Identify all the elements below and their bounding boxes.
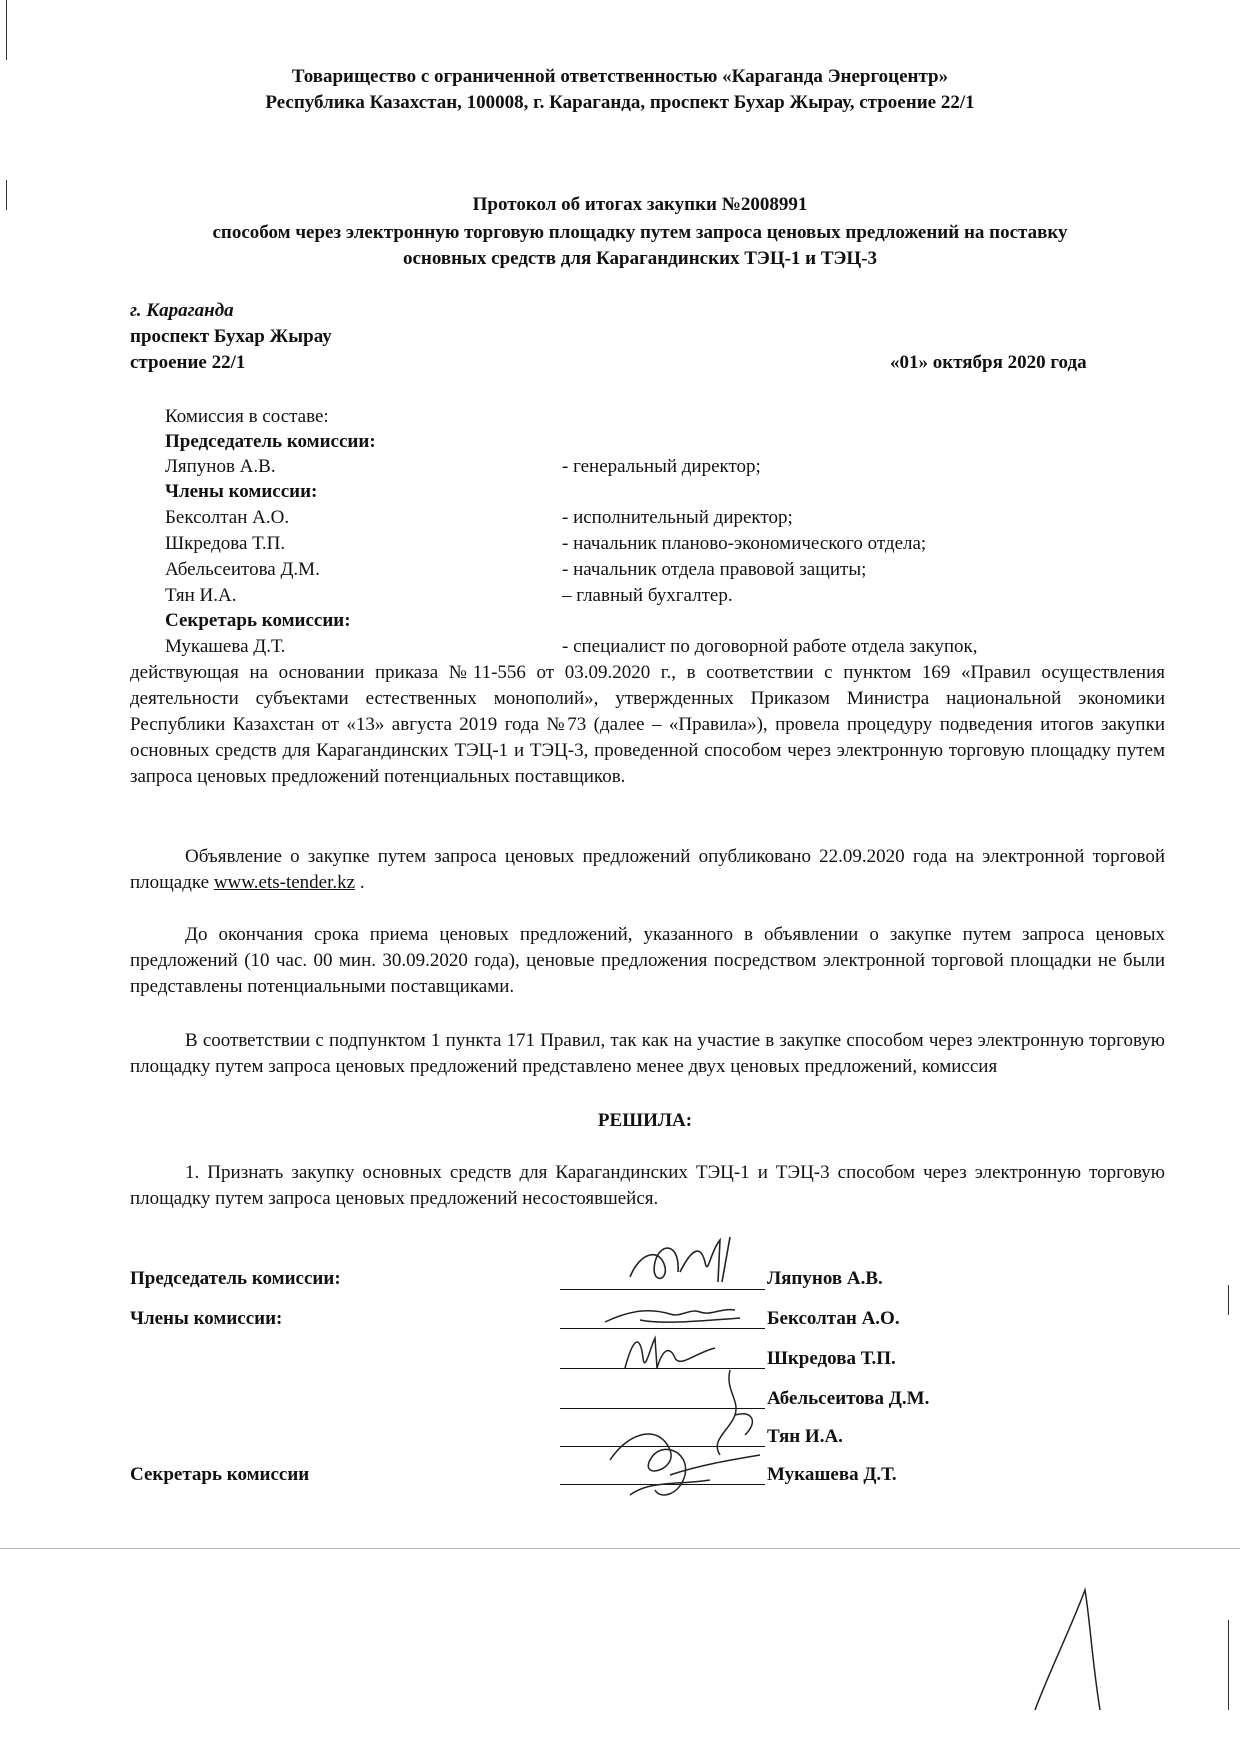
protocol-subtitle-1: способом через электронную торговую площадку путем запроса ценовых предложений на поставку [212,222,1068,243]
sig-name: Бексолтан А.О. [767,1308,900,1329]
paragraph-announcement [130,844,1165,896]
org-name: Товарищество с ограниченной ответственностью «Караганда Энергоцентр» [291,66,949,87]
sig-name: Ляпунов А.В. [767,1268,883,1289]
chair-name: Ляпунов А.В. [165,456,276,477]
member-name: Тян И.А. [165,585,237,606]
paragraph-reason: В соответствии с подпунктом 1 пункта 171 Правил, так как на участие в закупке способом через электронную торговую площадку путем запроса ценовых предложений представлено менее двух ценовых предложений, комиссия [130,1030,1165,1077]
handwritten-signature [600,1420,770,1510]
scan-mark [0,1548,1240,1549]
member-name: Бексолтан А.О. [165,507,290,528]
street: проспект Бухар Жырау [130,326,332,347]
sig-name: Шкредова Т.П. [767,1348,896,1369]
paragraph-basis: действующая на основании приказа №11-556 от 03.09.2020 г., в соответствии с пунктом 169 «Правил осуществления деятельности субъектами естественных монополий», утвержденных Приказом Министра национальной экономики Республики Казахстан от «13» августа 2019 года №73 (далее – «Правила»), провела процедуру подведения итогов закупки основных средств для Карагандинских ТЭЦ-1 и ТЭЦ-3, проведенной способом через электронную торговую площадку путем запроса ценовых предложений потенциальных поставщиков. [130,662,1165,787]
paragraph-deadline: До окончания срока приема ценовых предложений, указанного в объявлении о закупке путем запроса ценовых предложений (10 час. 00 мин. 30.09.2020 года), ценовые предложения посредством электронной торговой площадки не были представлены потенциальными поставщиками. [130,924,1165,997]
sig-chair-label: Председатель комиссии: [130,1268,341,1289]
protocol-title: Протокол об итогах закупки №2008991 [472,194,808,215]
protocol-subtitle-2: основных средств для Карагандинских ТЭЦ-1 и ТЭЦ-3 [402,248,878,269]
sig-name: Тян И.А. [767,1426,843,1447]
announcement-text: Объявление о закупке путем запроса ценовых предложений опубликовано 22.09.2020 года на электронной торговой площадке [130,846,1165,893]
member-name: Абельсеитова Д.М. [165,559,320,580]
commission-intro: Комиссия в составе: [165,406,329,427]
sig-secretary-label: Секретарь комиссии [130,1464,310,1485]
sig-name: Мукашева Д.Т. [767,1464,897,1485]
secretary-name: Мукашева Д.Т. [165,636,286,657]
members-heading: Члены комиссии: [165,481,318,502]
member-role: - начальник планово-экономического отдела; [562,533,927,554]
sig-name: Абельсеитова Д.М. [767,1388,930,1409]
handwritten-signature [600,1300,750,1330]
handwritten-signature [620,1232,760,1292]
scan-mark [6,0,7,60]
member-role: - начальник отдела правовой защиты; [562,559,867,580]
member-name: Шкредова Т.П. [165,533,286,554]
scan-mark [1228,1285,1229,1315]
scan-mark [1228,1620,1229,1710]
decision-heading: РЕШИЛА: [597,1110,693,1131]
member-role: - исполнительный директор; [562,507,793,528]
sig-members-label: Члены комиссии: [130,1308,283,1329]
announcement-end: . [355,872,365,893]
secretary-heading: Секретарь комиссии: [165,610,351,631]
secretary-role: - специалист по договорной работе отдела закупок, [562,636,978,657]
handwritten-mark [1030,1580,1120,1720]
chair-role: - генеральный директор; [562,456,761,477]
building: строение 22/1 [130,352,246,373]
paragraph-decision: 1. Признать закупку основных средств для Карагандинских ТЭЦ-1 и ТЭЦ-3 способом через электронную торговую площадку путем запроса ценовых предложений несостоявшейся. [130,1162,1165,1209]
city: г. Караганда [130,300,234,321]
org-address: Республика Казахстан, 100008, г. Караганда, проспект Бухар Жырау, строение 22/1 [265,92,975,113]
chair-heading: Председатель комиссии: [165,431,376,452]
ets-tender-link[interactable]: www.ets-tender.kz [213,872,356,893]
protocol-date: «01» октября 2020 года [890,352,1087,373]
member-role: – главный бухгалтер. [562,585,733,606]
scan-mark [6,180,7,210]
